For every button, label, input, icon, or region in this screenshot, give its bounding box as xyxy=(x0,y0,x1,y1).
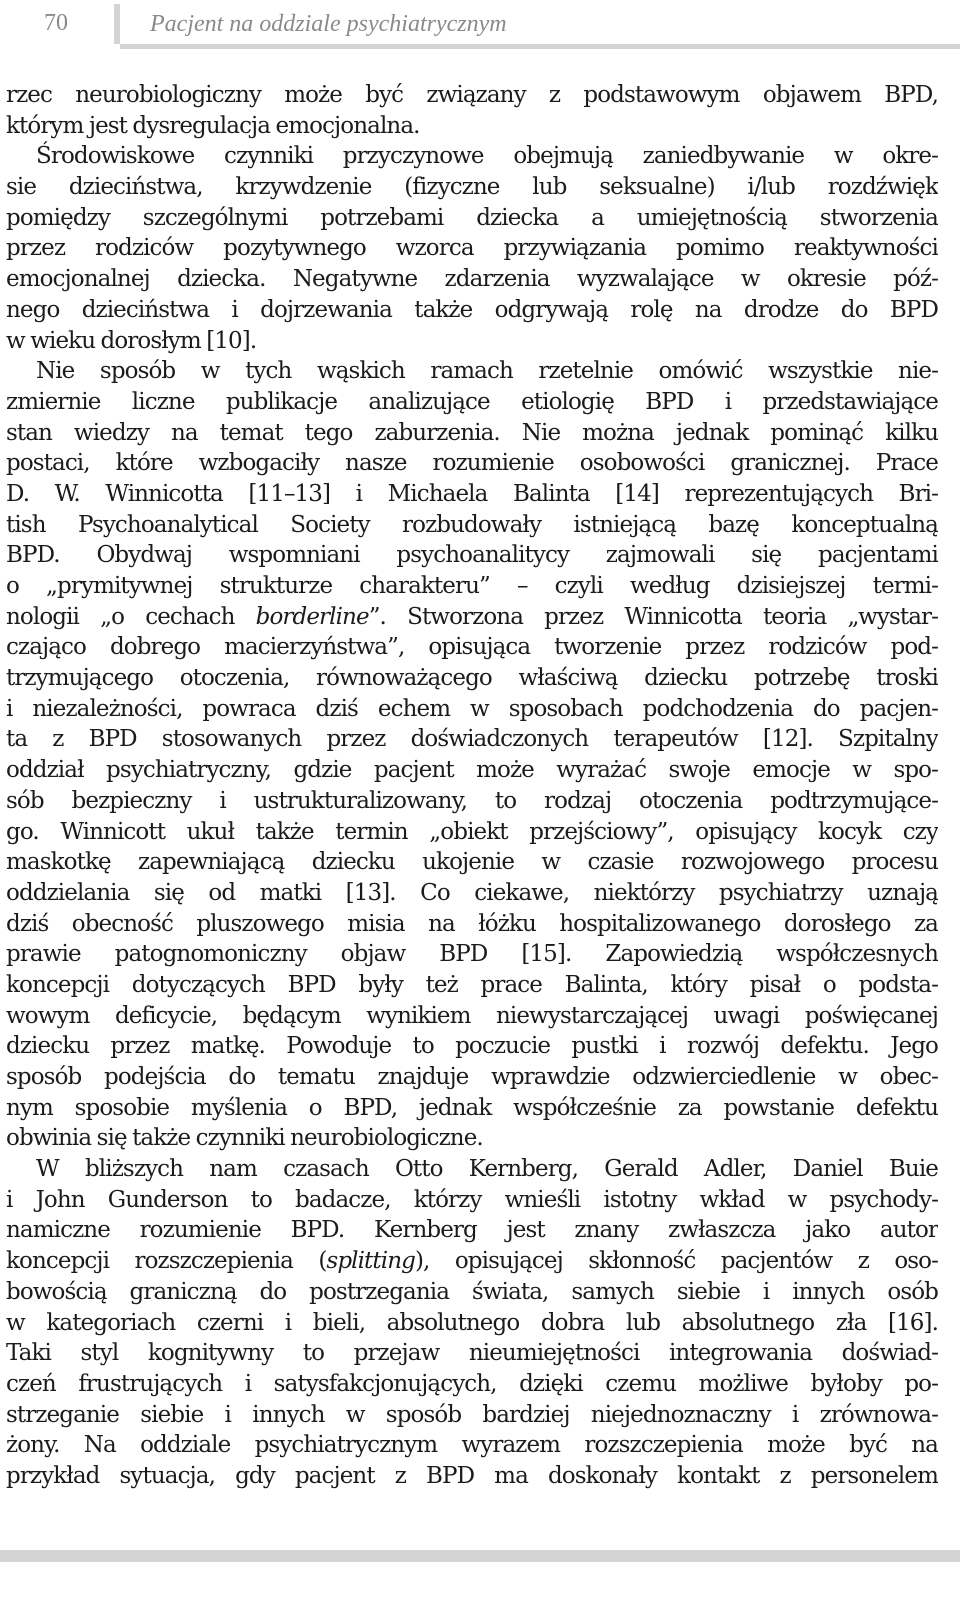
text-line: przez rodziców pozytywnego wzorca przywiązania pomimo reaktywności xyxy=(6,235,938,262)
text-line: sposób podejścia do tematu znajduje wprawdzie odzwierciedlenie w obec- xyxy=(6,1064,938,1090)
text-line: D. W. Winnicotta [11–13] i Michaela Balinta [14] reprezentujących Bri- xyxy=(6,480,938,507)
text-line: nym sposobie myślenia o BPD, jednak współcześnie za powstanie defektu xyxy=(6,1094,938,1121)
text-line: w kategoriach czerni i bieli, absolutnego dobra lub absolutnego zła [16]. xyxy=(6,1309,938,1336)
italic-term: splitting xyxy=(326,1248,415,1275)
text-line: o „prymitywnej strukturze charakteru” – czyli według dzisiejszej termi- xyxy=(6,573,938,599)
text-line: czeń frustrujących i satysfakcjonujących, dzięki czemu możliwe byłoby po- xyxy=(6,1370,938,1397)
text-line: prawie patognomoniczny objaw BPD [15]. Zapowiedzią współczesnych xyxy=(6,941,938,968)
text-line: stan wiedzy na temat tego zaburzenia. Nie można jednak pominąć kilku xyxy=(6,419,938,446)
text-line: którym jest dysregulacja emocjonalna. xyxy=(6,112,420,139)
text-line: dziś obecność pluszowego misia na łóżku hospitalizowanego dorosłego za xyxy=(6,910,938,937)
page-number: 70 xyxy=(44,10,68,36)
text-line: i niezależności, powraca dziś echem w sposobach podchodzenia do pacjen- xyxy=(6,695,938,722)
page-header xyxy=(0,0,960,50)
text-line: bowością graniczną do postrzegania świata, samych siebie i innych osób xyxy=(6,1278,938,1305)
text-line: oddział psychiatryczny, gdzie pacjent może wyrażać swoje emocje w spo- xyxy=(6,757,938,784)
text-line: maskotkę zapewniającą dziecku ukojenie w czasie rozwojowego procesu xyxy=(6,849,938,876)
text-line: sie dzieciństwa, krzywdzenie (fizyczne lub seksualne) i/lub rozdźwięk xyxy=(6,174,938,201)
text-line: przykład sytuacja, gdy pacjent z BPD ma doskonały kontakt z personelem xyxy=(6,1462,938,1489)
body-text xyxy=(6,80,938,1492)
header-divider-vertical xyxy=(114,4,120,44)
text-line: namiczne rozumienie BPD. Kernberg jest znany zwłaszcza jako autor xyxy=(6,1217,938,1244)
text-line: W bliższych nam czasach Otto Kernberg, Gerald Adler, Daniel Buie xyxy=(36,1156,938,1183)
text-line: nego dzieciństwa i dojrzewania także odgrywają rolę na drodze do BPD xyxy=(6,296,938,323)
text-line: wowym deficycie, będącym wynikiem niewystarczającej uwagi poświęcanej xyxy=(6,1002,938,1029)
text-line: pomiędzy szczególnymi potrzebami dziecka a umiejętnością stworzenia xyxy=(6,204,938,231)
text-line: dziecku przez matkę. Powoduje to poczucie pustki i rozwój defektu. Jego xyxy=(6,1033,938,1060)
text-line: Środowiskowe czynniki przyczynowe obejmują zaniedbywanie w okre- xyxy=(36,143,938,170)
text-line: tish Psychoanalytical Society rozbudowały istniejącą bazę konceptualną xyxy=(6,511,938,538)
text-line: żony. Na oddziale psychiatrycznym wyrazem rozszczepienia może być na xyxy=(6,1432,938,1459)
text-line: koncepcji dotyczących BPD były też prace Balinta, który pisał o podsta- xyxy=(6,971,938,998)
italic-term: borderline xyxy=(255,603,369,630)
text-line: zmiernie liczne publikacje analizujące etiologię BPD i przedstawiające xyxy=(6,388,938,415)
text-line: obwinia się także czynniki neurobiologiczne. xyxy=(6,1125,483,1152)
text-line: sób bezpieczny i ustrukturalizowany, to rodzaj otoczenia podtrzymujące- xyxy=(6,787,938,814)
text-line: w wieku dorosłym [10]. xyxy=(6,327,257,354)
text-line: go. Winnicott ukuł także termin „obiekt przejściowy”, opisujący kocyk czy xyxy=(6,818,938,845)
text-line: Nie sposób w tych wąskich ramach rzetelnie omówić wszystkie nie- xyxy=(36,358,938,385)
text-line: rzec neurobiologiczny może być związany z podstawowym objawem BPD, xyxy=(6,82,938,108)
text-line: oddzielania się od matki [13]. Co ciekawe, niektórzy psychiatrzy uznają xyxy=(6,879,938,906)
text-line: Taki styl kognitywny to przejaw nieumiejętności integrowania doświad- xyxy=(6,1340,938,1367)
text-line: trzymującego otoczenia, równoważącego właściwą dziecku potrzebę troski xyxy=(6,665,938,692)
text-line: czająco dobrego macierzyństwa”, opisująca tworzenie przez rodziców pod- xyxy=(6,634,938,661)
text-line: koncepcji rozszczepienia (splitting), opisującej skłonność pacjentów z oso- xyxy=(6,1248,938,1275)
text-line: strzeganie siebie i innych w sposób bardziej niejednoznaczny i zrównowa- xyxy=(6,1401,938,1428)
text-line: i John Gunderson to badacze, którzy wnieśli istotny wkład w psychody- xyxy=(6,1186,938,1213)
text-line: BPD. Obydwaj wspomniani psychoanalitycy zajmowali się pacjentami xyxy=(6,542,938,569)
text-line: postaci, które wzbogaciły nasze rozumienie osobowości granicznej. Prace xyxy=(6,450,938,477)
footer-divider xyxy=(0,1550,960,1562)
text-line: emocjonalnej dziecka. Negatywne zdarzenia wyzwalające w okresie póź- xyxy=(6,266,938,293)
text-line: nologii „o cechach borderline”. Stworzona przez Winnicotta teoria „wystar- xyxy=(6,603,938,630)
text-line: ta z BPD stosowanych przez doświadczonych terapeutów [12]. Szpitalny xyxy=(6,726,938,753)
header-divider-horizontal xyxy=(120,44,960,49)
running-title: Pacjent na oddziale psychiatrycznym xyxy=(150,11,507,37)
